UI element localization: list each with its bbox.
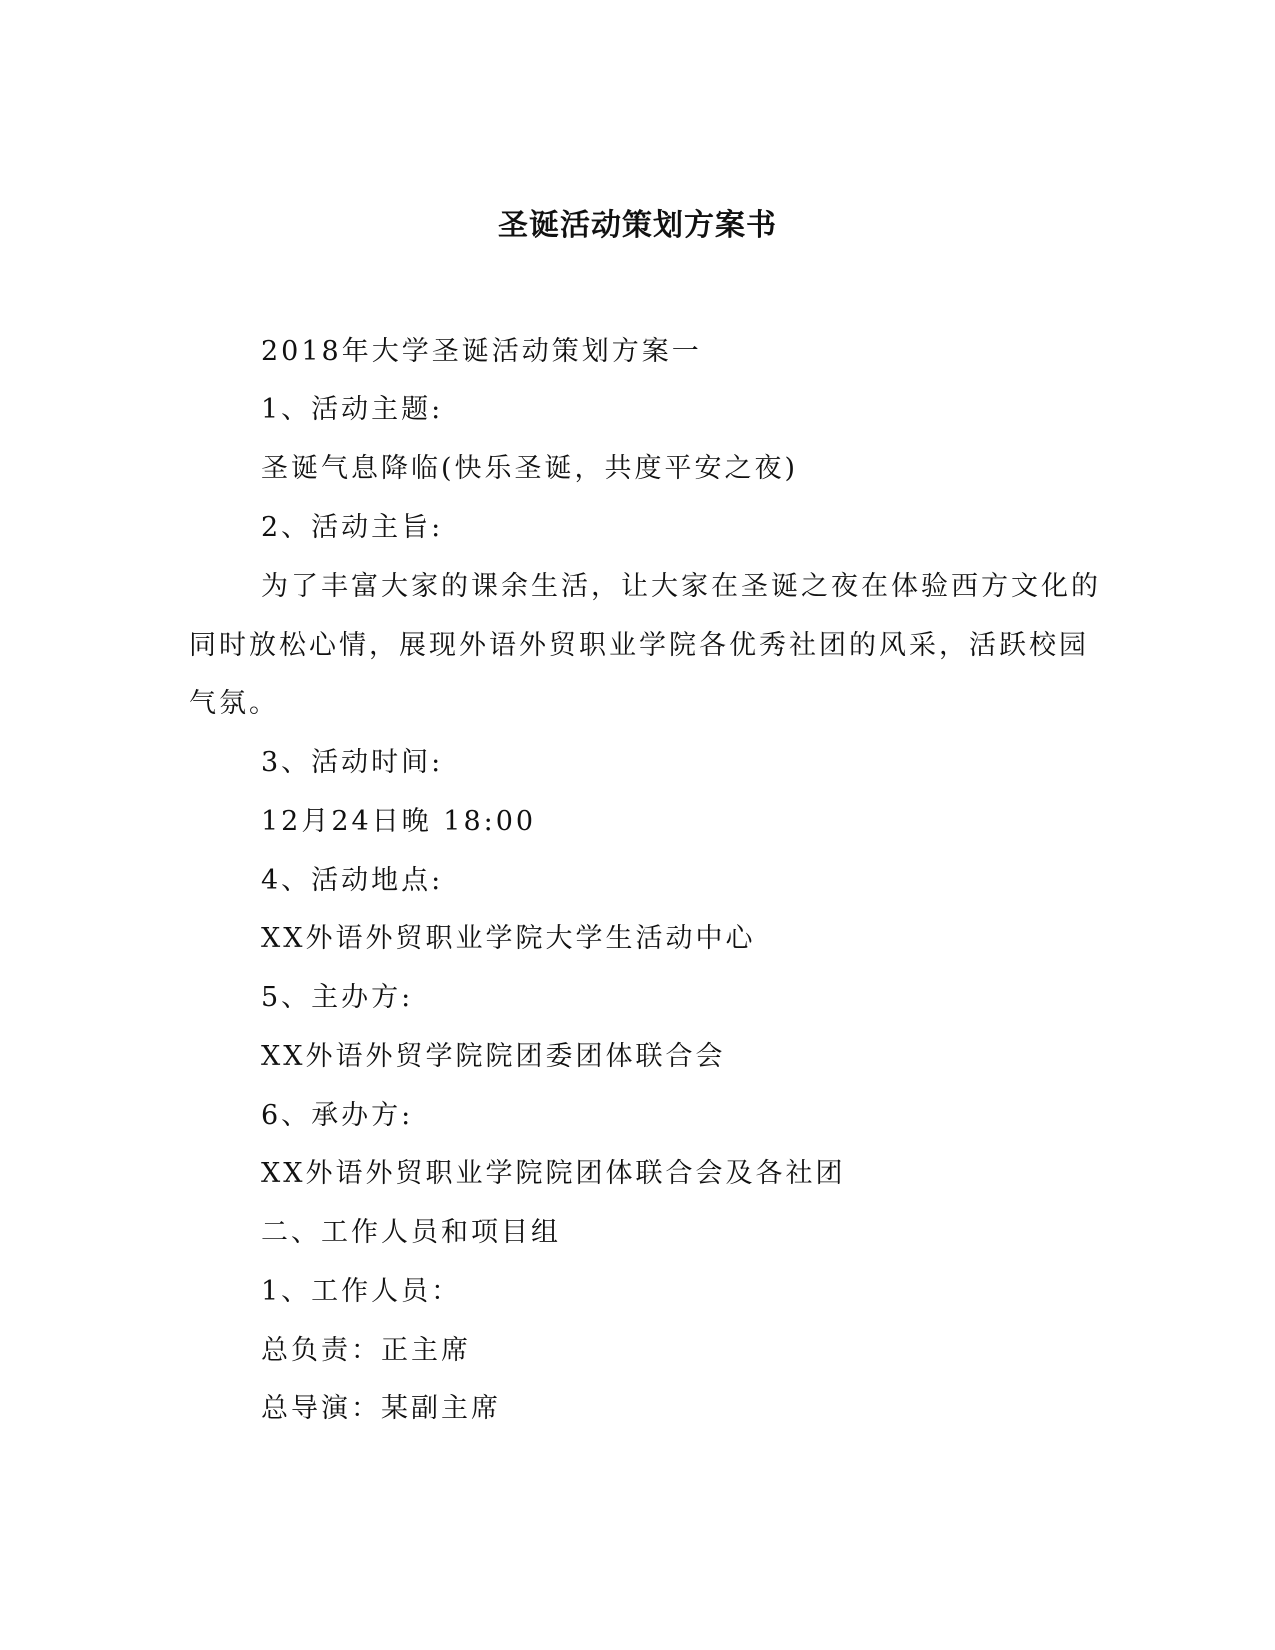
item-staff-label: 1、工作人员： <box>261 1276 462 1307</box>
paragraph-line: 为了丰富大家的课余生活，让大家在圣诞之夜在体验西方文化的 <box>261 571 1101 602</box>
item-time-value: 12月24日晚 18:00 <box>261 806 537 837</box>
item-organizer-value: XX外语外贸职业学院院团体联合会及各社团 <box>261 1158 846 1189</box>
staff-line: 总导演：某副主席 <box>261 1393 501 1424</box>
paragraph-line: 气氛。 <box>189 688 279 719</box>
item-theme-label: 1、活动主题: <box>261 394 444 425</box>
item-theme-value: 圣诞气息降临(快乐圣诞，共度平安之夜) <box>261 453 799 484</box>
paragraph-line: 同时放松心情，展现外语外贸职业学院各优秀社团的风采，活跃校园 <box>189 630 1089 661</box>
item-time-label: 3、活动时间: <box>261 747 444 778</box>
item-organizer-label: 6、承办方: <box>261 1100 414 1131</box>
item-host-label: 5、主办方: <box>261 982 414 1013</box>
staff-line: 总负责：正主席 <box>261 1335 471 1366</box>
item-purpose-label: 2、活动主旨: <box>261 512 444 543</box>
item-location-label: 4、活动地点: <box>261 865 444 896</box>
section-heading-staff: 二、工作人员和项目组 <box>261 1217 561 1248</box>
item-location-value: XX外语外贸职业学院大学生活动中心 <box>261 923 756 954</box>
item-host-value: XX外语外贸学院院团委团体联合会 <box>261 1041 726 1072</box>
document-title: 圣诞活动策划方案书 <box>498 208 777 243</box>
section-heading: 2018年大学圣诞活动策划方案一 <box>261 336 702 367</box>
